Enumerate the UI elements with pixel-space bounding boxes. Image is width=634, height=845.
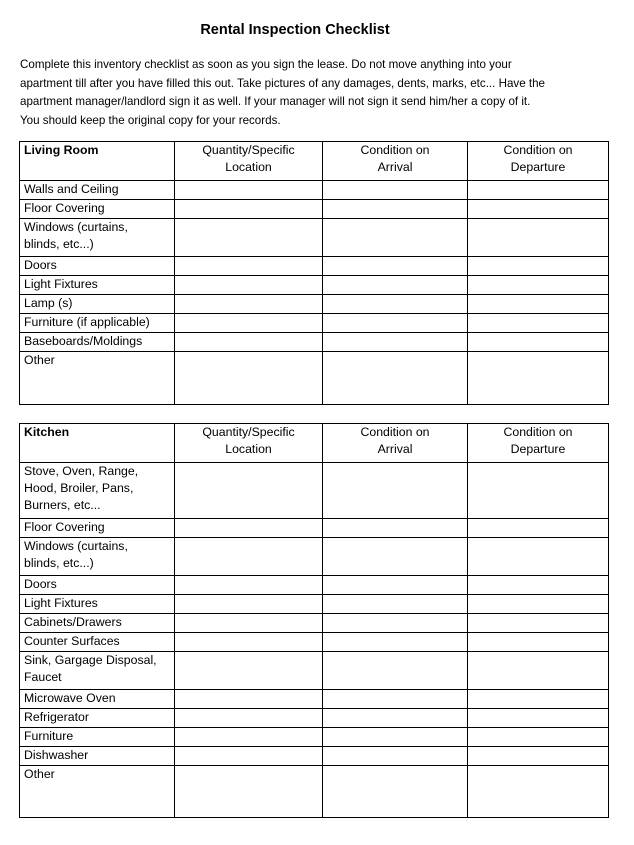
departure-cell[interactable] — [468, 766, 609, 818]
arrival-cell[interactable] — [323, 181, 468, 200]
quantity-cell[interactable] — [175, 333, 323, 352]
table-row — [20, 314, 609, 333]
quantity-cell[interactable] — [175, 200, 323, 219]
quantity-cell[interactable] — [175, 314, 323, 333]
table-row — [20, 257, 609, 276]
quantity-cell[interactable] — [175, 219, 323, 257]
cell-text-line: Condition on — [503, 143, 573, 157]
departure-cell[interactable] — [468, 181, 609, 200]
quantity-cell[interactable] — [175, 766, 323, 818]
quantity-cell[interactable] — [175, 690, 323, 709]
cell-text-line: blinds, etc...) — [24, 237, 94, 251]
arrival-cell[interactable] — [323, 652, 468, 690]
cell-text-line: Microwave Oven — [24, 691, 116, 705]
quantity-cell[interactable] — [175, 276, 323, 295]
quantity-cell[interactable] — [175, 614, 323, 633]
table-row — [20, 728, 609, 747]
item-label — [20, 333, 175, 352]
departure-cell[interactable] — [468, 314, 609, 333]
item-label — [20, 538, 175, 576]
cell-text-line: Refrigerator — [24, 710, 89, 724]
quantity-cell[interactable] — [175, 181, 323, 200]
departure-cell[interactable] — [468, 519, 609, 538]
table-row — [20, 295, 609, 314]
table-row — [20, 463, 609, 519]
quantity-cell[interactable] — [175, 709, 323, 728]
cell-text-line: Furniture (if applicable) — [24, 315, 150, 329]
departure-cell[interactable] — [468, 257, 609, 276]
departure-cell[interactable] — [468, 538, 609, 576]
cell-text-line: Furniture — [24, 729, 74, 743]
cell-text-line: Stove, Oven, Range, — [24, 464, 139, 478]
table-row-other — [20, 352, 609, 405]
living-room-table — [19, 141, 609, 405]
cell-text-line: Cabinets/Drawers — [24, 615, 122, 629]
arrival-cell[interactable] — [323, 728, 468, 747]
item-label — [20, 257, 175, 276]
arrival-cell[interactable] — [323, 614, 468, 633]
table-row — [20, 576, 609, 595]
quantity-cell[interactable] — [175, 257, 323, 276]
cell-text-line: Light Fixtures — [24, 277, 98, 291]
cell-text-line: Windows (curtains, — [24, 539, 128, 553]
table-row — [20, 538, 609, 576]
table-row — [20, 747, 609, 766]
arrival-cell[interactable] — [323, 519, 468, 538]
table-row — [20, 333, 609, 352]
cell-text-line: Quantity/Specific — [202, 425, 295, 439]
item-label — [20, 463, 175, 519]
item-label — [20, 295, 175, 314]
cell-text-line: Condition on — [360, 425, 430, 439]
arrival-cell[interactable] — [323, 219, 468, 257]
cell-text-line: Lamp (s) — [24, 296, 73, 310]
quantity-cell[interactable] — [175, 595, 323, 614]
item-label — [20, 276, 175, 295]
departure-cell[interactable] — [468, 276, 609, 295]
cell-text-line: Faucet — [24, 670, 62, 684]
column-header-departure — [468, 424, 609, 463]
arrival-cell[interactable] — [323, 333, 468, 352]
table-row — [20, 200, 609, 219]
cell-text-line: Quantity/Specific — [202, 143, 295, 157]
table-row — [20, 181, 609, 200]
table-row — [20, 276, 609, 295]
departure-cell[interactable] — [468, 595, 609, 614]
arrival-cell[interactable] — [323, 747, 468, 766]
arrival-cell[interactable] — [323, 295, 468, 314]
item-label — [20, 614, 175, 633]
departure-cell[interactable] — [468, 352, 609, 405]
cell-text-line: Windows (curtains, — [24, 220, 128, 234]
departure-cell[interactable] — [468, 690, 609, 709]
arrival-cell[interactable] — [323, 690, 468, 709]
other-label: Other — [20, 352, 175, 405]
cell-text-line: Floor Covering — [24, 520, 105, 534]
table-row — [20, 633, 609, 652]
section-heading: Living Room — [20, 142, 175, 181]
cell-text-line: Location — [225, 160, 272, 174]
cell-text-line: Baseboards/Moldings — [24, 334, 143, 348]
table-row — [20, 519, 609, 538]
column-header-arrival — [323, 142, 468, 181]
item-label — [20, 576, 175, 595]
cell-text-line: Walls and Ceiling — [24, 182, 119, 196]
column-header-arrival — [323, 424, 468, 463]
cell-text-line: Doors — [24, 258, 57, 272]
cell-text-line: blinds, etc...) — [24, 556, 94, 570]
item-label — [20, 709, 175, 728]
quantity-cell[interactable] — [175, 538, 323, 576]
cell-text-line: Departure — [510, 442, 566, 456]
departure-cell[interactable] — [468, 219, 609, 257]
table-row — [20, 219, 609, 257]
departure-cell[interactable] — [468, 709, 609, 728]
table-row — [20, 690, 609, 709]
instructions-line: You should keep the original copy for your records. — [20, 113, 281, 127]
item-label — [20, 519, 175, 538]
item-label — [20, 219, 175, 257]
quantity-cell[interactable] — [175, 652, 323, 690]
item-label — [20, 728, 175, 747]
cell-text-line: Condition on — [360, 143, 430, 157]
cell-text-line: Light Fixtures — [24, 596, 98, 610]
cell-text-line: Floor Covering — [24, 201, 105, 215]
cell-text-line: Dishwasher — [24, 748, 89, 762]
cell-text-line: Location — [225, 442, 272, 456]
quantity-cell[interactable] — [175, 633, 323, 652]
departure-cell[interactable] — [468, 614, 609, 633]
departure-cell[interactable] — [468, 747, 609, 766]
item-label — [20, 690, 175, 709]
header-row — [20, 424, 609, 463]
cell-text-line: Arrival — [377, 442, 413, 456]
departure-cell[interactable] — [468, 576, 609, 595]
arrival-cell[interactable] — [323, 633, 468, 652]
item-label — [20, 652, 175, 690]
quantity-cell[interactable] — [175, 747, 323, 766]
quantity-cell[interactable] — [175, 463, 323, 519]
departure-cell[interactable] — [468, 333, 609, 352]
column-header-quantity — [175, 424, 323, 463]
arrival-cell[interactable] — [323, 538, 468, 576]
item-label — [20, 314, 175, 333]
column-header-quantity — [175, 142, 323, 181]
departure-cell[interactable] — [468, 728, 609, 747]
cell-text-line: Burners, etc... — [24, 498, 101, 512]
departure-cell[interactable] — [468, 652, 609, 690]
item-label — [20, 200, 175, 219]
cell-text-line: Arrival — [377, 160, 413, 174]
arrival-cell[interactable] — [323, 709, 468, 728]
arrival-cell[interactable] — [323, 257, 468, 276]
quantity-cell[interactable] — [175, 295, 323, 314]
arrival-cell[interactable] — [323, 766, 468, 818]
arrival-cell[interactable] — [323, 576, 468, 595]
cell-text-line: Doors — [24, 577, 57, 591]
quantity-cell[interactable] — [175, 576, 323, 595]
quantity-cell[interactable] — [175, 728, 323, 747]
quantity-cell[interactable] — [175, 519, 323, 538]
column-header-departure — [468, 142, 609, 181]
page-title: Rental Inspection Checklist — [200, 22, 390, 38]
instructions-line: apartment till after you have filled this out. Take pictures of any damages, dents, marks, etc... Have the — [20, 76, 545, 90]
cell-text-line: Hood, Broiler, Pans, — [24, 481, 134, 495]
item-label — [20, 747, 175, 766]
cell-text-line: Departure — [510, 160, 566, 174]
item-label — [20, 595, 175, 614]
kitchen-table — [19, 423, 609, 818]
item-label — [20, 181, 175, 200]
arrival-cell[interactable] — [323, 463, 468, 519]
header-row — [20, 142, 609, 181]
instructions-line: apartment manager/landlord sign it as well. If your manager will not sign it send him/her a copy of it. — [20, 95, 531, 109]
other-label: Other — [20, 766, 175, 818]
item-label — [20, 633, 175, 652]
table-row — [20, 595, 609, 614]
instructions-line: Complete this inventory checklist as soon as you sign the lease. Do not move anything into your — [20, 58, 512, 71]
cell-text-line: Condition on — [503, 425, 573, 439]
cell-text-line: Sink, Gargage Disposal, — [24, 653, 157, 667]
table-row — [20, 652, 609, 690]
section-heading: Kitchen — [20, 424, 175, 463]
arrival-cell[interactable] — [323, 314, 468, 333]
arrival-cell[interactable] — [323, 276, 468, 295]
table-row-other — [20, 766, 609, 818]
arrival-cell[interactable] — [323, 595, 468, 614]
table-row — [20, 614, 609, 633]
departure-cell[interactable] — [468, 200, 609, 219]
cell-text-line: Counter Surfaces — [24, 634, 120, 648]
arrival-cell[interactable] — [323, 200, 468, 219]
quantity-cell[interactable] — [175, 352, 323, 405]
departure-cell[interactable] — [468, 295, 609, 314]
instructions — [20, 56, 610, 130]
departure-cell[interactable] — [468, 633, 609, 652]
departure-cell[interactable] — [468, 463, 609, 519]
table-row — [20, 709, 609, 728]
arrival-cell[interactable] — [323, 352, 468, 405]
